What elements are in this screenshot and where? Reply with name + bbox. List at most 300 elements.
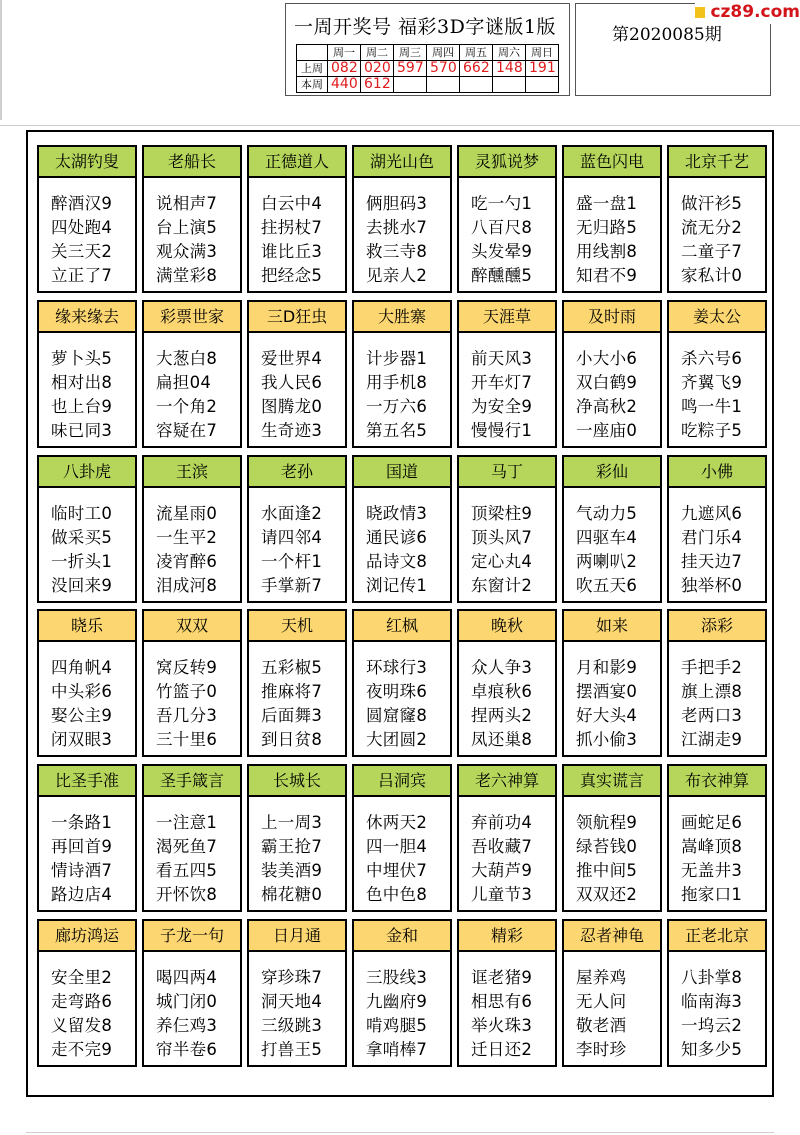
riddle-line: 挂天边7 (681, 551, 743, 571)
riddle-line: 说相声7 (156, 194, 218, 213)
riddle-line: 养仨鸡3 (156, 1015, 218, 1035)
riddle-line: 八卦掌8 (681, 967, 743, 987)
author-name: 精彩 (459, 921, 555, 952)
riddle-lines (669, 178, 765, 288)
riddle-lines (144, 952, 240, 1062)
author-name: 圣手箴言 (144, 766, 240, 797)
riddle-line: 去挑水7 (366, 218, 428, 237)
riddle-lines (459, 178, 555, 288)
riddle-card (667, 609, 767, 757)
author-name: 金和 (354, 921, 450, 952)
draw-number: 191 (526, 61, 559, 77)
riddle-line: 手掌新7 (261, 575, 323, 595)
riddle-card (247, 145, 347, 293)
riddle-line: 醉醺醺5 (471, 266, 533, 285)
riddle-line: 好大头4 (576, 706, 638, 726)
riddle-card (247, 609, 347, 757)
riddle-card (667, 764, 767, 912)
author-name: 正德道人 (249, 147, 345, 178)
riddle-lines (39, 488, 135, 598)
riddle-lines (354, 488, 450, 598)
riddle-line: 通民谚6 (366, 527, 428, 547)
riddle-lines (459, 642, 555, 752)
riddle-line: 三十里6 (156, 730, 218, 750)
panel-title: 一周开奖号 福彩3D字谜版1版 (294, 16, 556, 38)
riddle-lines (144, 642, 240, 752)
riddle-line: 流星雨0 (156, 503, 218, 523)
riddle-line: 吃一勺1 (471, 194, 533, 213)
author-name: 吕洞宾 (354, 766, 450, 797)
riddle-line: 安全里2 (51, 967, 113, 987)
riddle-line: 一坞云2 (681, 1015, 743, 1035)
riddle-card (562, 455, 662, 603)
riddle-card (142, 919, 242, 1067)
author-name: 双双 (144, 611, 240, 642)
author-name: 天涯草 (459, 302, 555, 333)
riddle-line: 一座庙0 (576, 420, 638, 440)
site-url: cz89.com (710, 2, 800, 22)
author-name: 马丁 (459, 457, 555, 488)
author-name: 比圣手准 (39, 766, 135, 797)
riddle-board (26, 130, 774, 1097)
draw-number: 662 (460, 61, 493, 77)
author-name: 布衣神算 (669, 766, 765, 797)
riddle-lines (669, 952, 765, 1062)
riddle-line: 味已同3 (51, 420, 113, 440)
riddle-lines (564, 642, 660, 752)
riddle-lines (459, 488, 555, 598)
weekly-draw-panel (285, 3, 570, 96)
author-name: 彩票世家 (144, 302, 240, 333)
riddle-line: 独举杯0 (681, 575, 743, 595)
riddle-line: 敬老酒 (576, 1015, 627, 1035)
riddle-line: 装美酒9 (261, 861, 323, 881)
riddle-lines (564, 952, 660, 1062)
riddle-line: 定心丸4 (471, 551, 533, 571)
riddle-line: 八百尺8 (471, 218, 533, 237)
riddle-card (142, 300, 242, 448)
riddle-line: 为安全9 (471, 396, 533, 416)
riddle-line: 中埋伏7 (366, 861, 428, 881)
riddle-card (247, 764, 347, 912)
riddle-card (37, 300, 137, 448)
riddle-lines (249, 642, 345, 752)
riddle-line: 凤还巢8 (471, 730, 533, 750)
draw-number: 612 (361, 77, 394, 93)
riddle-line: 抓小偷3 (576, 730, 638, 750)
author-name: 北京千艺 (669, 147, 765, 178)
riddle-line: 四角帆4 (51, 658, 113, 678)
author-name: 如来 (564, 611, 660, 642)
riddle-card (37, 145, 137, 293)
riddle-line: 弃前功4 (471, 813, 533, 833)
riddle-line: 君门乐4 (681, 527, 743, 547)
draw-number (460, 77, 493, 93)
riddle-line: 大葫芦9 (471, 861, 533, 881)
riddle-line: 净高秋2 (576, 396, 638, 416)
riddle-card (562, 609, 662, 757)
riddle-card (352, 455, 452, 603)
riddle-line: 相思有6 (471, 991, 533, 1011)
riddle-card (562, 145, 662, 293)
riddle-line: 再回首9 (51, 837, 113, 857)
weekday-label: 周一 (328, 45, 361, 61)
riddle-line: 开怀饮8 (156, 885, 218, 905)
riddle-line: 情诗酒7 (51, 861, 113, 881)
riddle-line: 五彩椒5 (261, 658, 323, 678)
riddle-card (667, 300, 767, 448)
riddle-line: 两喇叭2 (576, 551, 638, 571)
riddle-line: 双双还2 (576, 885, 638, 905)
author-name: 小佛 (669, 457, 765, 488)
riddle-card (142, 145, 242, 293)
riddle-card (352, 145, 452, 293)
riddle-line: 关三天2 (51, 242, 113, 261)
riddle-line: 杀六号6 (681, 348, 743, 368)
author-name: 八卦虎 (39, 457, 135, 488)
site-watermark[interactable] (695, 0, 800, 24)
logo-square-icon (695, 7, 705, 18)
riddle-line: 诓老猪9 (471, 967, 533, 987)
riddle-line: 义留发8 (51, 1015, 113, 1035)
riddle-line: 推麻将7 (261, 682, 323, 702)
riddle-line: 顶梁柱9 (471, 503, 533, 523)
riddle-line: 嵩峰顶8 (681, 837, 743, 857)
riddle-line: 路边店4 (51, 885, 113, 905)
riddle-line: 中头彩6 (51, 682, 113, 702)
riddle-line: 穿珍珠7 (261, 967, 323, 987)
riddle-line: 救三寺8 (366, 242, 428, 261)
riddle-line: 相对出8 (51, 372, 113, 392)
riddle-line: 萝卜头5 (51, 348, 113, 368)
riddle-card (352, 609, 452, 757)
riddle-card (667, 919, 767, 1067)
riddle-line: 看五四5 (156, 861, 218, 881)
riddle-line: 无人问 (576, 991, 627, 1011)
riddle-line: 台上演5 (156, 218, 218, 237)
riddle-lines (669, 642, 765, 752)
riddle-line: 观众满3 (156, 242, 218, 261)
riddle-card (37, 764, 137, 912)
riddle-line: 举火珠3 (471, 1015, 533, 1035)
riddle-lines (564, 488, 660, 598)
riddle-line: 四驱车4 (576, 527, 638, 547)
riddle-lines (39, 178, 135, 288)
riddle-line: 一个角2 (156, 396, 218, 416)
riddle-line: 绿苔钱0 (576, 837, 638, 857)
riddle-line: 也上台9 (51, 396, 113, 416)
riddle-line: 打兽王5 (261, 1039, 323, 1059)
riddle-lines (39, 797, 135, 907)
author-name: 晚秋 (459, 611, 555, 642)
riddle-line: 上一周3 (261, 813, 323, 833)
riddle-lines (249, 797, 345, 907)
riddle-line: 无归路5 (576, 218, 638, 237)
riddle-card (37, 609, 137, 757)
riddle-lines (669, 797, 765, 907)
riddle-line: 小大小6 (576, 348, 638, 368)
draw-number: 020 (361, 61, 394, 77)
author-name: 廊坊鸿运 (39, 921, 135, 952)
left-divider (0, 0, 2, 120)
riddle-line: 立正了7 (51, 266, 113, 285)
riddle-line: 品诗文8 (366, 551, 428, 571)
riddle-lines (459, 797, 555, 907)
riddle-line: 用线割8 (576, 242, 638, 261)
riddle-line: 请四邻4 (261, 527, 323, 547)
riddle-line: 头发晕9 (471, 242, 533, 261)
author-name: 真实谎言 (564, 766, 660, 797)
riddle-line: 无盖井3 (681, 861, 743, 881)
riddle-line: 夜明珠6 (366, 682, 428, 702)
riddle-line: 啃鸡腿5 (366, 1015, 428, 1035)
author-name: 王滨 (144, 457, 240, 488)
riddle-line: 老两口3 (681, 706, 743, 726)
riddle-line: 棉花糖0 (261, 885, 323, 905)
riddle-line: 渴死鱼7 (156, 837, 218, 857)
riddle-card (37, 919, 137, 1067)
author-name: 老六神算 (459, 766, 555, 797)
riddle-line: 拿哨棒7 (366, 1039, 428, 1059)
riddle-card (562, 764, 662, 912)
author-name: 太湖钓叟 (39, 147, 135, 178)
riddle-card (562, 919, 662, 1067)
riddle-line: 卓痕秋6 (471, 682, 533, 702)
riddle-card (142, 455, 242, 603)
author-name: 天机 (249, 611, 345, 642)
riddle-card (457, 145, 557, 293)
riddle-line: 走弯路6 (51, 991, 113, 1011)
row-label: 上周 (297, 61, 328, 77)
riddle-lines (39, 333, 135, 443)
riddle-line: 旗上漂8 (681, 682, 743, 702)
riddle-line: 圆窟窿8 (366, 706, 428, 726)
draw-number (493, 77, 526, 93)
riddle-lines (459, 952, 555, 1062)
author-name: 日月通 (249, 921, 345, 952)
riddle-card (142, 609, 242, 757)
riddle-line: 领航程9 (576, 813, 638, 833)
riddle-line: 儿童节3 (471, 885, 533, 905)
weekly-draw-table (296, 44, 559, 93)
riddle-card (352, 764, 452, 912)
draw-number: 570 (427, 61, 460, 77)
riddle-line: 吾几分3 (156, 706, 218, 726)
weekday-label: 周四 (427, 45, 460, 61)
riddle-line: 图腾龙0 (261, 396, 323, 416)
riddle-lines (354, 797, 450, 907)
riddle-line: 吾收藏7 (471, 837, 533, 857)
riddle-line: 摆酒宴0 (576, 682, 638, 702)
riddle-line: 竹篮子0 (156, 682, 218, 702)
riddle-line: 娶公主9 (51, 706, 113, 726)
riddle-card (457, 919, 557, 1067)
riddle-line: 吃粽子5 (681, 420, 743, 440)
riddle-line: 大团圆2 (366, 730, 428, 750)
riddle-line: 鸣一牛1 (681, 396, 743, 416)
riddle-line: 喝四两4 (156, 967, 218, 987)
riddle-lines (144, 797, 240, 907)
author-name: 蓝色闪电 (564, 147, 660, 178)
riddle-line: 满堂彩8 (156, 266, 218, 285)
riddle-line: 谁比丘3 (261, 242, 323, 261)
riddle-lines (354, 642, 450, 752)
riddle-line: 洞天地4 (261, 991, 323, 1011)
last-week-row (297, 61, 559, 77)
riddle-line: 扁担04 (156, 372, 212, 392)
riddle-lines (39, 642, 135, 752)
riddle-line: 一生平2 (156, 527, 218, 547)
riddle-line: 吹五天6 (576, 575, 638, 595)
draw-number: 440 (328, 77, 361, 93)
author-name: 缘来缘去 (39, 302, 135, 333)
riddle-line: 一折头1 (51, 551, 113, 571)
riddle-lines (669, 333, 765, 443)
riddle-line: 一万六6 (366, 396, 428, 416)
riddle-line: 九遮风6 (681, 503, 743, 523)
riddle-line: 双白鹤9 (576, 372, 638, 392)
riddle-card (457, 764, 557, 912)
riddle-line: 拖家口1 (681, 885, 743, 905)
riddle-line: 见亲人2 (366, 266, 428, 285)
weekday-label: 周二 (361, 45, 394, 61)
weekday-label: 周五 (460, 45, 493, 61)
author-name: 晓乐 (39, 611, 135, 642)
riddle-line: 容疑在7 (156, 420, 218, 440)
author-name: 老孙 (249, 457, 345, 488)
riddle-card (247, 455, 347, 603)
corner-cell (297, 45, 328, 61)
riddle-line: 做汗衫5 (681, 194, 743, 213)
weekday-header-row (297, 45, 559, 61)
riddle-line: 醉酒汉9 (51, 194, 113, 213)
riddle-line: 三级跳3 (261, 1015, 323, 1035)
riddle-line: 捏两头2 (471, 706, 533, 726)
riddle-line: 四处跑4 (51, 218, 113, 237)
author-name: 忍者神龟 (564, 921, 660, 952)
riddle-lines (354, 178, 450, 288)
riddle-line: 齐翼飞9 (681, 372, 743, 392)
riddle-card (247, 300, 347, 448)
author-name: 大胜寨 (354, 302, 450, 333)
riddle-lines (249, 488, 345, 598)
riddle-grid (37, 145, 767, 1067)
riddle-line: 迁日还2 (471, 1039, 533, 1059)
riddle-lines (354, 333, 450, 443)
riddle-lines (144, 178, 240, 288)
riddle-line: 一注意1 (156, 813, 218, 833)
riddle-line: 窝反转9 (156, 658, 218, 678)
riddle-line: 帘半卷6 (156, 1039, 218, 1059)
top-divider (0, 125, 800, 126)
riddle-line: 开车灯7 (471, 372, 533, 392)
riddle-line: 前天风3 (471, 348, 533, 368)
riddle-card (667, 145, 767, 293)
riddle-line: 四一胆4 (366, 837, 428, 857)
riddle-line: 俩胆码3 (366, 194, 428, 213)
riddle-line: 临时工0 (51, 503, 113, 523)
riddle-line: 到日贫8 (261, 730, 323, 750)
author-name: 彩仙 (564, 457, 660, 488)
riddle-card (457, 609, 557, 757)
riddle-line: 推中间5 (576, 861, 638, 881)
riddle-line: 家私计0 (681, 266, 743, 285)
author-name: 添彩 (669, 611, 765, 642)
riddle-line: 计步器1 (366, 348, 428, 368)
riddle-card (562, 300, 662, 448)
riddle-line: 一个杆1 (261, 551, 323, 571)
riddle-line: 拄拐杖7 (261, 218, 323, 237)
author-name: 红枫 (354, 611, 450, 642)
author-name: 灵狐说梦 (459, 147, 555, 178)
riddle-line: 白云中4 (261, 194, 323, 213)
riddle-line: 江湖走9 (681, 730, 743, 750)
draw-number (394, 77, 427, 93)
riddle-card (247, 919, 347, 1067)
riddle-lines (669, 488, 765, 598)
riddle-line: 九幽府9 (366, 991, 428, 1011)
riddle-line: 休两天2 (366, 813, 428, 833)
riddle-line: 二童子7 (681, 242, 743, 261)
riddle-lines (39, 952, 135, 1062)
riddle-line: 我人民6 (261, 372, 323, 392)
riddle-line: 霸王抢7 (261, 837, 323, 857)
riddle-line: 爱世界4 (261, 348, 323, 368)
riddle-line: 知多少5 (681, 1039, 743, 1059)
riddle-line: 月和影9 (576, 658, 638, 678)
riddle-card (457, 300, 557, 448)
riddle-line: 凌宵醉6 (156, 551, 218, 571)
riddle-line: 盛一盘1 (576, 194, 638, 213)
riddle-line: 把经念5 (261, 266, 323, 285)
riddle-line: 三股线3 (366, 967, 428, 987)
riddle-line: 城门闭0 (156, 991, 218, 1011)
draw-number: 597 (394, 61, 427, 77)
weekday-label: 周日 (526, 45, 559, 61)
riddle-line: 水面逢2 (261, 503, 323, 523)
draw-number (427, 77, 460, 93)
riddle-line: 众人争3 (471, 658, 533, 678)
row-label: 本周 (297, 77, 328, 93)
riddle-card (37, 455, 137, 603)
riddle-lines (249, 952, 345, 1062)
riddle-line: 知君不9 (576, 266, 638, 285)
riddle-line: 大葱白8 (156, 348, 218, 368)
riddle-card (142, 764, 242, 912)
riddle-line: 顶头风7 (471, 527, 533, 547)
author-name: 正老北京 (669, 921, 765, 952)
riddle-line: 第五名5 (366, 420, 428, 440)
draw-number: 082 (328, 61, 361, 77)
riddle-lines (564, 333, 660, 443)
riddle-line: 一条路1 (51, 813, 113, 833)
riddle-line: 晓政情3 (366, 503, 428, 523)
riddle-line: 东窗计2 (471, 575, 533, 595)
riddle-card (352, 919, 452, 1067)
draw-number (526, 77, 559, 93)
riddle-lines (459, 333, 555, 443)
riddle-line: 临南海3 (681, 991, 743, 1011)
riddle-line: 走不完9 (51, 1039, 113, 1059)
riddle-line: 屋养鸡 (576, 967, 627, 987)
riddle-card (667, 455, 767, 603)
author-name: 老船长 (144, 147, 240, 178)
riddle-card (457, 455, 557, 603)
riddle-line: 浏记传1 (366, 575, 428, 595)
riddle-line: 做采买5 (51, 527, 113, 547)
riddle-lines (354, 952, 450, 1062)
riddle-lines (249, 178, 345, 288)
